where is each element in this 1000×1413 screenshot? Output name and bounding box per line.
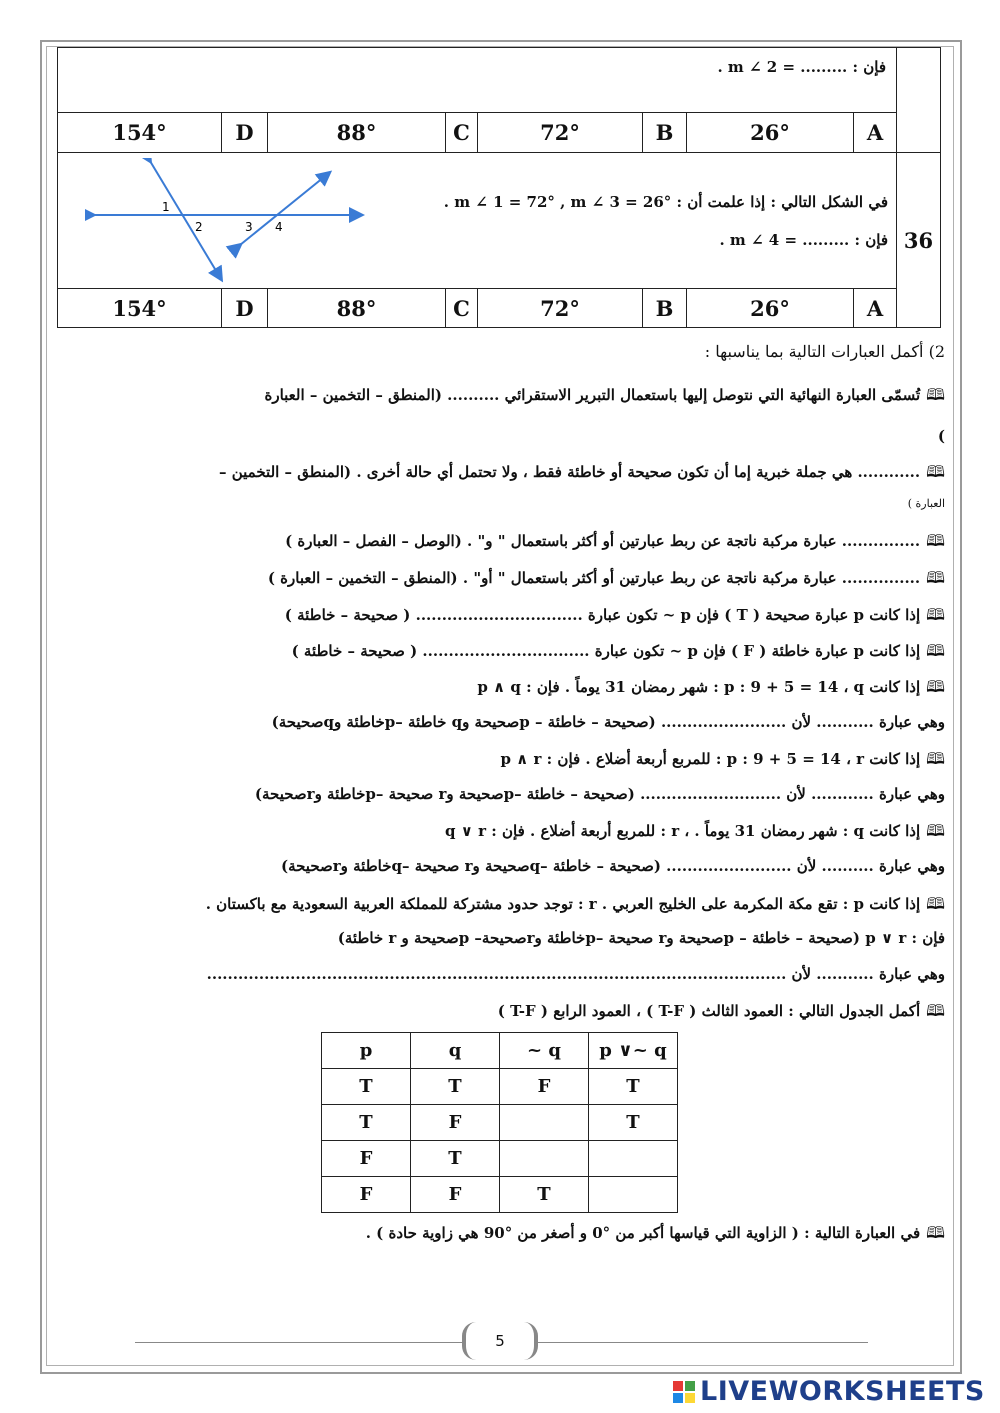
book-icon: 🕮 [926,641,945,660]
option-value-d[interactable]: 154° [57,112,222,153]
cell-q: F [411,1177,500,1213]
angle-label-3: 3 [245,220,253,234]
book-icon: 🕮 [926,462,945,481]
q36-option-value-a[interactable]: 26° [686,288,854,328]
fill-line-5: 🕮إذا كانت p عبارة صحيحة ( T ) فإن p ~ تكون عبارة ................................ ( صحيحة – خاطئة ) [284,605,945,624]
section2-title: 2) أكمل العبارات التالية بما يناسبها : [704,342,945,361]
option-letter-a: A [853,112,897,153]
book-icon: 🕮 [926,531,945,550]
page-number: 5 [462,1322,538,1360]
book-icon: 🕮 [926,677,945,696]
fill-line-10: 🕮إذا كانت p : تقع مكة المكرمة على الخليج العربي . r : توجد حدود مشتركة للمملكة العربية السعودية مع باكستان . [205,894,945,913]
book-icon: 🕮 [926,385,945,404]
q36-option-value-d[interactable]: 154° [57,288,222,328]
fill-line-8b: وهي عبارة ............ لأن ........................... (صحيحة – خاطئة –pصحيحة وr صحيحة –pخاطئة وrصحيحة) [254,785,945,803]
q36-option-letter-c: C [445,288,478,328]
book-icon: 🕮 [926,749,945,768]
truth-table-header [322,1033,678,1069]
fill-line-6: 🕮إذا كانت p عبارة خاطئة ( F ) فإن p ~ تكون عبارة ................................ ( صحيحة – خاطئة ) [291,641,945,660]
angles-figure [85,158,375,283]
fill-line-11: 🕮أكمل الجدول التالي : العمود الثالث ( T-F ) ، العمود الرابع ( T-F ) [497,1001,945,1020]
transversal-1 [150,161,221,279]
fill-line-1: 🕮تُسمّى العبارة النهائية التي نتوصل إليها باستعمال التبرير الاستقرائي .......... (المنطق – التخمين – العبارة [264,385,945,404]
angle-label-1: 1 [162,200,170,214]
prev-question-cell [57,47,897,113]
option-letter-d: D [221,112,268,153]
fill-line-10c: وهي عبارة ........... لأن ............................................................................................................... [206,965,945,983]
fill-line-1b: ) [937,427,945,445]
footer-rule-right [538,1342,868,1343]
cell-q: T [411,1141,500,1177]
table-row [322,1069,678,1105]
cell-p-or-not-q[interactable]: T [589,1069,678,1105]
transversal-2 [240,173,329,245]
angle-label-4: 4 [275,220,283,234]
q36-option-letter-a: A [853,288,897,328]
book-icon: 🕮 [926,821,945,840]
q36-number: 36 [896,152,941,328]
fill-line-2b: العبارة ) [907,497,945,510]
cell-not-q[interactable]: T [500,1177,589,1213]
fill-line-2: 🕮............ هي جملة خبرية إما أن تكون صحيحة أو خاطئة فقط ، ولا تحتمل أي حالة أخرى . (المنطق – التخمين – [219,462,945,481]
q36-line2: فإن : ......... = m ∠ 4 . [719,231,888,249]
q36-option-value-b[interactable]: 72° [477,288,643,328]
liveworksheets-logo-icon [673,1381,695,1403]
angle-label-2: 2 [195,220,203,234]
option-value-a[interactable]: 26° [686,112,854,153]
option-value-c[interactable]: 88° [267,112,446,153]
table-row [322,1177,678,1213]
cell-p: F [322,1141,411,1177]
fill-line-9b: وهي عبارة .......... لأن ........................ (صحيحة – خاطئة –qصحيحة وr صحيحة –qخاطئة وrصحيحة) [280,857,945,875]
footer-rule-left [135,1342,465,1343]
cell-q: T [411,1069,500,1105]
fill-line-8: 🕮إذا كانت p : 9 + 5 = 14 ، r : للمربع أربعة أضلاع . فإن : p ∧ r [500,749,945,768]
book-icon: 🕮 [926,568,945,587]
prev-question-number-cell [896,47,941,153]
fill-line-12: 🕮في العبارة التالية : ( الزاوية التي قياسها أكبر من °0 و أصغر من °90 هي زاوية حادة ) . [365,1223,945,1242]
truth-table [321,1032,678,1213]
cell-p: T [322,1069,411,1105]
option-letter-c: C [445,112,478,153]
book-icon: 🕮 [926,894,945,913]
cell-not-q[interactable] [500,1141,589,1177]
option-value-b[interactable]: 72° [477,112,643,153]
prev-question-then: فإن : ......... = m ∠ 2 . [717,58,886,76]
fill-line-7b: وهي عبارة ........... لأن ........................ (صحيحة – خاطئة – pصحيحة وq خاطئة –pخاطئة وqصحيحة) [271,713,945,731]
liveworksheets-brand[interactable]: LIVEWORKSHEETS [700,1376,985,1407]
cell-p-or-not-q[interactable] [589,1141,678,1177]
header-p-or-not-q: p ∨~ q [589,1033,678,1069]
header-not-q: ~ q [500,1033,589,1069]
fill-line-7: 🕮إذا كانت p : 9 + 5 = 14 ، q : شهر رمضان 31 يوماً . فإن : p ∧ q [477,677,945,696]
option-letter-b: B [642,112,687,153]
cell-p-or-not-q[interactable] [589,1177,678,1213]
fill-line-3: 🕮............... عبارة مركبة ناتجة عن ربط عبارتين أو أكثر باستعمال " و" . (الوصل – الفصل – العبارة ) [285,531,945,550]
fill-line-9: 🕮إذا كانت q : شهر رمضان 31 يوماً . ، r : للمربع أربعة أضلاع . فإن : q ∨ r [445,821,945,840]
cell-not-q[interactable] [500,1105,589,1141]
book-icon: 🕮 [926,1223,945,1242]
cell-p-or-not-q[interactable]: T [589,1105,678,1141]
q36-option-letter-d: D [221,288,268,328]
cell-p: T [322,1105,411,1141]
cell-not-q[interactable]: F [500,1069,589,1105]
cell-q: F [411,1105,500,1141]
book-icon: 🕮 [926,605,945,624]
fill-line-4: 🕮............... عبارة مركبة ناتجة عن ربط عبارتين أو أكثر باستعمال " أو" . (المنطق – التخمين – العبارة ) [267,568,945,587]
header-p: p [322,1033,411,1069]
book-icon: 🕮 [926,1001,945,1020]
q36-option-letter-b: B [642,288,687,328]
header-q: q [411,1033,500,1069]
q36-line1: في الشكل التالي : إذا علمت أن : m ∠ 1 = 72° , m ∠ 3 = 26° . [443,193,888,211]
fill-line-10b: فإن : p ∨ r (صحيحة – خاطئة – pصحيحة وr صحيحة –pخاطئة وrصحيحة– pصحيحة و r خاطئة) [337,929,945,947]
cell-p: F [322,1177,411,1213]
q36-option-value-c[interactable]: 88° [267,288,446,328]
table-row [322,1105,678,1141]
table-row [322,1141,678,1177]
